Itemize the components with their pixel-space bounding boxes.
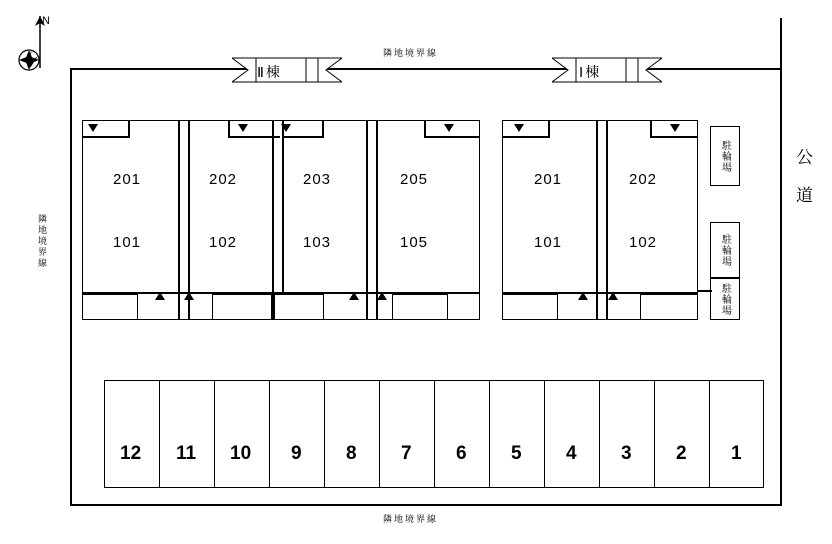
road-label: 公 道 xyxy=(793,148,812,205)
b1-balcony-1 xyxy=(502,294,558,320)
b2-notch-4-h xyxy=(424,136,480,138)
stall-divider xyxy=(214,380,215,488)
stall-divider xyxy=(159,380,160,488)
unit-label: 103 xyxy=(303,234,332,251)
stall-divider xyxy=(434,380,435,488)
bicycle-parking-connector xyxy=(698,290,712,292)
building-2-divider-2 xyxy=(272,120,274,320)
bicycle-parking-label: 駐輪場 xyxy=(719,139,731,173)
b2-notch-2-v xyxy=(228,120,230,138)
building-2-divider-2b xyxy=(282,120,284,320)
b2-balcony-1 xyxy=(82,294,138,320)
entry-arrow-up-icon xyxy=(608,292,618,300)
building-ribbon-1-label: Ⅰ棟 xyxy=(579,64,602,80)
unit-label: 203 xyxy=(303,171,332,188)
b2-notch-1-h xyxy=(82,136,130,138)
parking-stall-number: 7 xyxy=(401,443,412,464)
b2-balcony-3 xyxy=(274,294,324,320)
building-2-divider-3b xyxy=(376,120,378,320)
b2-balcony-2 xyxy=(212,294,272,320)
unit-label: 202 xyxy=(629,171,658,188)
stall-divider xyxy=(269,380,270,488)
b2-notch-3-h xyxy=(282,136,324,138)
unit-label: 201 xyxy=(534,171,563,188)
entry-arrow-up-icon xyxy=(184,292,194,300)
boundary-label-top: 隣地境界線 xyxy=(383,48,439,58)
entry-arrow-up-icon xyxy=(377,292,387,300)
parking-stall-number: 9 xyxy=(291,443,302,464)
b2-notch-2-h xyxy=(228,136,280,138)
b2-balcony-4 xyxy=(392,294,448,320)
parking-stall-number: 12 xyxy=(120,443,142,464)
unit-label: 205 xyxy=(400,171,429,188)
b1-balcony-2 xyxy=(640,294,698,320)
parking-stall-number: 11 xyxy=(176,443,197,464)
b1-notch-2-h xyxy=(650,136,698,138)
entry-arrow-down-icon xyxy=(670,124,680,132)
building-2-divider-1b xyxy=(188,120,190,320)
parking-stall-number: 6 xyxy=(456,443,467,464)
entry-arrow-down-icon xyxy=(238,124,248,132)
site-frame-bottom xyxy=(70,504,782,506)
stall-divider xyxy=(599,380,600,488)
b1-notch-2-v xyxy=(650,120,652,138)
stall-divider xyxy=(379,380,380,488)
b2-notch-4-v xyxy=(424,120,426,138)
svg-text:N: N xyxy=(42,15,50,27)
b2-notch-1-v xyxy=(128,120,130,138)
b1-notch-1-v xyxy=(548,120,550,138)
unit-label: 202 xyxy=(209,171,238,188)
parking-stall-number: 8 xyxy=(346,443,357,464)
building-ribbon-1 xyxy=(552,56,662,84)
unit-label: 101 xyxy=(113,234,142,251)
site-frame-right xyxy=(780,18,782,506)
building-1-divider xyxy=(596,120,598,320)
building-2-outline xyxy=(82,120,480,320)
bicycle-parking-2 xyxy=(710,222,740,278)
stall-divider xyxy=(544,380,545,488)
building-ribbon-2-label: Ⅱ棟 xyxy=(257,64,282,80)
entry-arrow-down-icon xyxy=(444,124,454,132)
site-frame-top xyxy=(70,68,782,70)
site-frame-left xyxy=(70,68,72,506)
parking-stall-number: 10 xyxy=(230,443,252,464)
entry-arrow-down-icon xyxy=(88,124,98,132)
parking-stall-number: 4 xyxy=(566,443,577,464)
entry-arrow-up-icon xyxy=(349,292,359,300)
bicycle-parking-1 xyxy=(710,126,740,186)
stall-divider xyxy=(324,380,325,488)
compass-north-icon xyxy=(8,10,64,72)
stall-divider xyxy=(654,380,655,488)
stall-divider xyxy=(709,380,710,488)
entry-arrow-down-icon xyxy=(281,124,291,132)
b1-notch-1-h xyxy=(502,136,550,138)
parking-stall-number: 1 xyxy=(731,443,742,464)
bicycle-parking-label: 駐輪場 xyxy=(719,282,731,316)
unit-label: 101 xyxy=(534,234,563,251)
building-2-divider-1 xyxy=(178,120,180,320)
building-ribbon-2 xyxy=(232,56,342,84)
unit-label: 102 xyxy=(209,234,238,251)
bicycle-parking-label: 駐輪場 xyxy=(719,233,731,267)
parking-stall-number: 5 xyxy=(511,443,522,464)
building-2-divider-3 xyxy=(366,120,368,320)
building-1-divider-b xyxy=(606,120,608,320)
entry-arrow-down-icon xyxy=(514,124,524,132)
parking-stall-number: 2 xyxy=(676,443,687,464)
boundary-label-left: 隣地境界線 xyxy=(37,214,47,269)
b2-notch-3-v xyxy=(322,120,324,138)
parking-stall-number: 3 xyxy=(621,443,632,464)
entry-arrow-up-icon xyxy=(155,292,165,300)
unit-label: 102 xyxy=(629,234,658,251)
bicycle-parking-3 xyxy=(710,278,740,320)
stall-divider xyxy=(489,380,490,488)
entry-arrow-up-icon xyxy=(578,292,588,300)
building-1-outline xyxy=(502,120,698,320)
unit-label: 105 xyxy=(400,234,429,251)
unit-label: 201 xyxy=(113,171,142,188)
boundary-label-bottom: 隣地境界線 xyxy=(383,514,439,524)
